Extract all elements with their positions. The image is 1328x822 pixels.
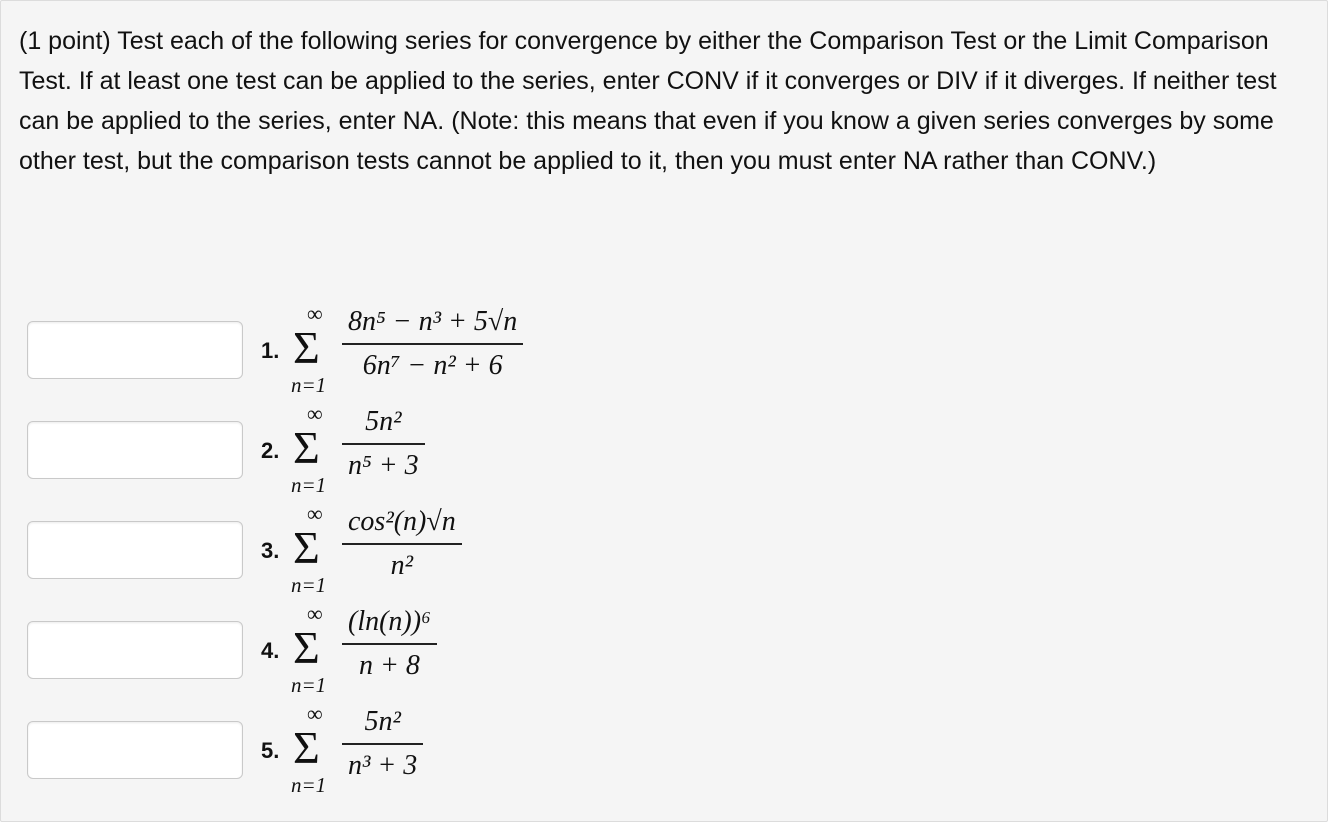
problem-2 [1,401,701,501]
fraction-bar [342,643,437,645]
fraction [342,603,437,685]
fraction [342,703,423,785]
sum-upper-limit: ∞ [307,601,323,626]
numerator: cos²(n)√n [348,506,456,537]
question-text: (1 point) Test each of the following series for convergence by either the Comparison Test or the Limit Comparison Test. If at least one test can be applied to the series, enter CONV if it converges or DIV if it diverges. If neither test can be applied to the series, enter NA. (Note: this means that even if you know a given series converges by some other test, but the comparison tests cannot be applied to it, then you must enter NA rather than CONV.) [19,27,1277,175]
fraction [342,403,425,485]
denominator: 6n⁷ − n² + 6 [362,350,503,381]
problem-number: 5. [261,738,280,763]
problem-3 [1,501,701,601]
sum-upper-limit: ∞ [307,701,323,726]
fraction-bar [342,343,523,345]
problem-4 [1,601,701,701]
answer-input-5[interactable] [27,721,243,779]
sum-lower-limit: n=1 [291,473,327,497]
problem-number: 2. [261,438,280,463]
problem-1 [1,301,701,401]
sigma-symbol: Σ [293,522,320,573]
numerator: 8n⁵ − n³ + 5√n [348,306,518,337]
denominator: n + 8 [358,650,420,681]
problem-number: 4. [261,638,280,663]
fraction-bar [342,743,423,745]
answer-input-2[interactable] [27,421,243,479]
sum-lower-limit: n=1 [291,773,327,797]
problem-number: 1. [261,338,280,363]
sum-lower-limit: n=1 [291,373,327,397]
sum-lower-limit: n=1 [291,573,327,597]
sum-upper-limit: ∞ [307,301,323,326]
numerator: 5n² [364,706,401,737]
fraction [342,303,523,385]
sum-upper-limit: ∞ [307,401,323,426]
denominator: n³ + 3 [348,750,418,781]
sigma-symbol: Σ [293,322,320,373]
fraction [342,503,462,585]
numerator: 5n² [365,406,402,437]
answer-input-1[interactable] [27,321,243,379]
denominator: n² [390,550,414,581]
fraction-bar [342,543,462,545]
denominator: n⁵ + 3 [348,450,419,481]
sigma-symbol: Σ [293,622,320,673]
sum-upper-limit: ∞ [307,501,323,526]
numerator: (ln(n))⁶ [348,606,431,637]
sigma-symbol: Σ [293,422,320,473]
problem-number: 3. [261,538,280,563]
problem-5 [1,701,701,801]
sum-lower-limit: n=1 [291,673,327,697]
answer-input-4[interactable] [27,621,243,679]
fraction-bar [342,443,425,445]
sigma-symbol: Σ [293,722,320,773]
answer-input-3[interactable] [27,521,243,579]
